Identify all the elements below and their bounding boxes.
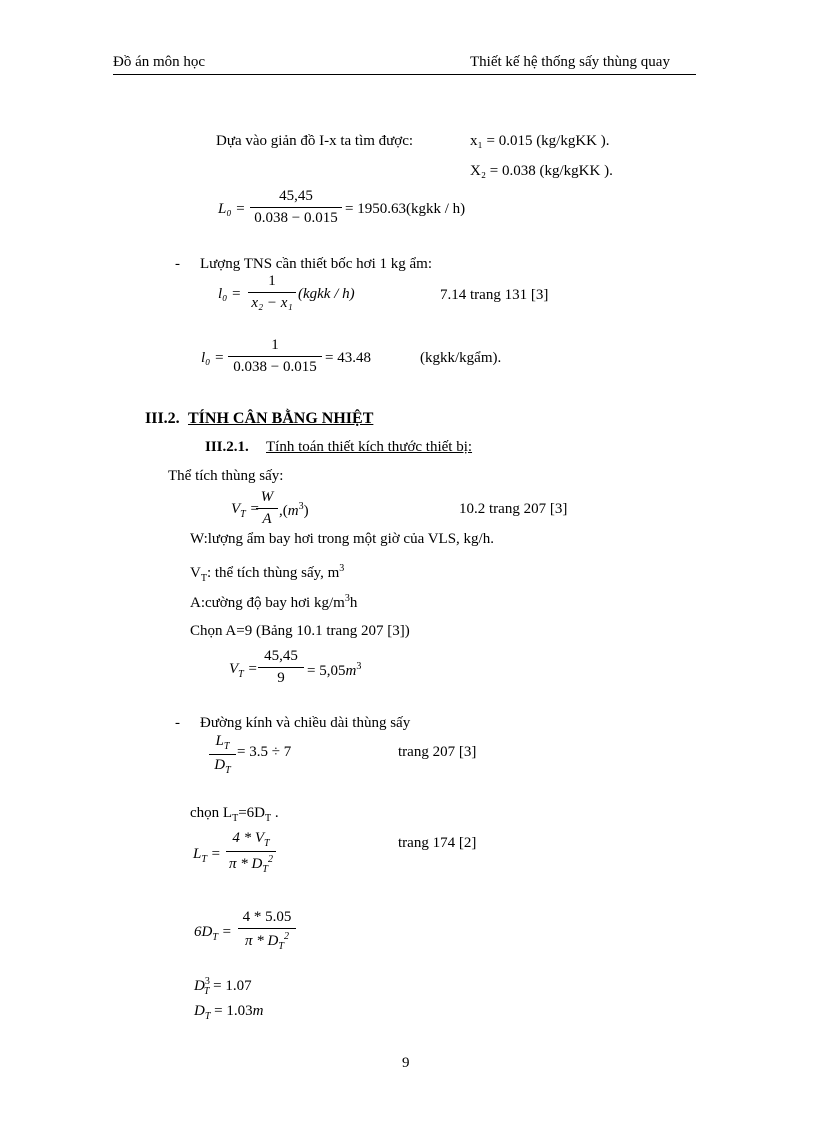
bullet-dash: - [175, 715, 180, 731]
eq-L0-denominator: 0.038 − 0.015 [254, 210, 338, 226]
eq-l0-unit: (kgkk / h) [298, 286, 355, 302]
result-dt-cubed: $D^3_T = 1.07$ [194, 976, 252, 997]
ratio-denominator: $D_T$ [214, 757, 231, 776]
eq-lt-reference: trang 174 [2] [398, 835, 477, 851]
eq-L0-rhs: = 1950.63(kgkk / h) [345, 201, 466, 217]
eq-l0-value-lhs: l₀ = [201, 350, 225, 366]
eq-l0-value-rhs: = 43.48 [325, 350, 371, 366]
choose-a: Chọn A=9 (Bảng 10.1 trang 207 [3]) [190, 623, 410, 639]
eq-l0-reference: 7.14 trang 131 [3] [440, 287, 549, 303]
eq-6dt-lhs: $6D_T$ = [194, 924, 232, 943]
section-title: TÍNH CÂN BẰNG NHIỆT [188, 410, 374, 427]
volume-lhs: $V_T$ = [231, 501, 260, 520]
volume-fraction [256, 489, 278, 528]
subsection-number: III.2.1. [205, 439, 249, 455]
eq-6dt-denominator: π * $D_T^2$ [245, 931, 289, 952]
def-vt: $V_T$: thể tích thùng sấy, $m^3$ [190, 563, 345, 584]
ratio-rhs: = 3.5 ÷ 7 [237, 744, 292, 760]
def-w: W:lượng ẩm bay hơi trong một giờ của VLS, kg/h. [190, 531, 494, 547]
section-number: III.2. [145, 410, 180, 427]
ratio-reference: trang 207 [3] [398, 744, 477, 760]
volume-calc-denominator: 9 [277, 670, 285, 686]
eq-l0-value-denominator: 0.038 − 0.015 [233, 359, 317, 375]
eq-l0-value-numerator: 1 [271, 337, 279, 353]
volume-calc-lhs: $V_T$ = [229, 661, 258, 680]
ratio-fraction [209, 733, 236, 776]
intro-text: Dựa vào giản đồ I-x ta tìm được: [216, 133, 414, 149]
choose-lt: chọn $L_T=6D_T$ . [190, 805, 279, 824]
eq-l0-lhs: l₀ = [218, 286, 242, 302]
def-a: A:cường độ bay hơi $kg/m^3h$ [190, 593, 358, 611]
subsection-title: Tính toán thiết kích thước thiết bị: [266, 439, 473, 455]
result-dt: $D_T = 1.03m$ [194, 1003, 264, 1022]
volume-heading: Thể tích thùng sấy: [168, 468, 284, 484]
volume-calc-numerator: 45,45 [264, 648, 298, 664]
eq-l0-numerator: 1 [268, 273, 276, 289]
ratio-numerator: $L_T$ [215, 733, 230, 752]
x2-value: X₂ = 0.038 (kg/kgKK ). [470, 163, 613, 179]
eq-l0-value-unit: (kgkk/kgẩm). [420, 350, 502, 366]
bullet2-text: Đường kính và chiều dài thùng sấy [200, 715, 411, 731]
eq-l0-fraction [248, 273, 296, 312]
volume-calc-fraction [258, 648, 304, 687]
x1-value: x₁ = 0.015 (kg/kgKK ). [470, 133, 610, 149]
volume-reference: 10.2 trang 207 [3] [459, 501, 568, 517]
eq-lt-fraction [226, 830, 276, 875]
eq-L0-lhs: L₀ = [218, 201, 246, 217]
volume-denominator: A [262, 511, 272, 527]
volume-unit: $,(m^3)$ [279, 501, 309, 519]
bullet-dash: - [175, 256, 180, 272]
header-left: Đồ án môn học [113, 54, 206, 70]
volume-numerator: W [260, 489, 274, 505]
eq-lt-denominator: π * $D_T^2$ [229, 854, 273, 875]
header-rule [113, 74, 696, 75]
eq-L0-fraction [250, 188, 342, 227]
eq-lt-lhs: $L_T$ = [193, 846, 221, 865]
eq-6dt-numerator: 4 * 5.05 [242, 909, 292, 925]
eq-l0-denominator: x₂ − x₁ [251, 295, 293, 311]
eq-lt-numerator: $4 * V_T$ [232, 830, 270, 849]
bullet1-text: Lượng TNS cần thiết bốc hơi 1 kg ẩm: [200, 256, 433, 272]
eq-6dt-fraction [238, 909, 296, 952]
eq-L0-numerator: 45,45 [279, 188, 313, 204]
volume-calc-rhs: = $5,05m^3$ [307, 661, 362, 679]
page-number: 9 [402, 1055, 410, 1071]
eq-l0-value-fraction [228, 337, 322, 376]
header-right: Thiết kế hệ thống sấy thùng quay [470, 54, 670, 70]
